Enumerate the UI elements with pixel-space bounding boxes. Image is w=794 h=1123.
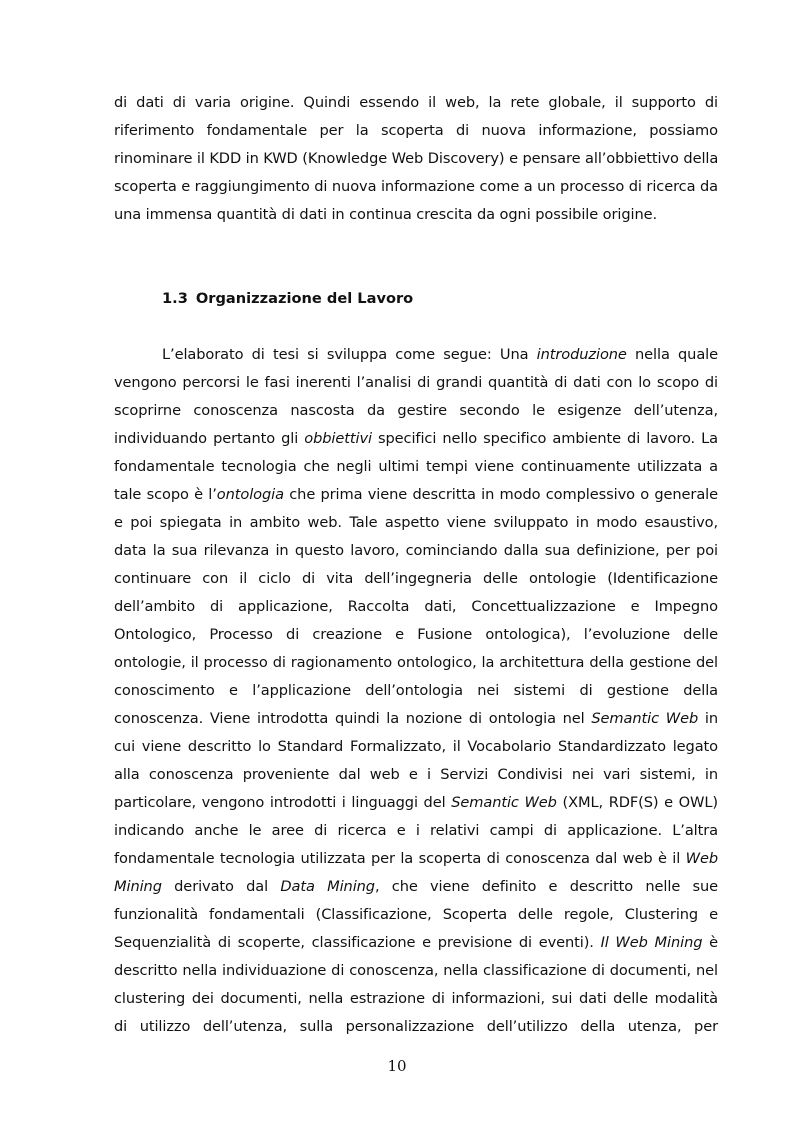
body-line-1: L’elaborato di tesi si sviluppa come segue: Una introduzione nella quale bbox=[162, 346, 718, 363]
intro-line-2: riferimento fondamentale per la scoperta di nuova informazione, possiamo bbox=[114, 122, 718, 139]
body-line-24: clustering dei documenti, nella estrazione di informazioni, sui dati delle modalità bbox=[114, 990, 718, 1007]
section-number: 1.3 bbox=[162, 290, 188, 307]
body-line-16: alla conoscenza proveniente dal web e i Servizi Condivisi nei vari sistemi, in bbox=[114, 766, 718, 783]
body-line-4: individuando pertanto gli obbiettivi specifici nello specifico ambiente di lavoro. La bbox=[114, 430, 719, 447]
body-line-17: particolare, vengono introdotti i linguaggi del Semantic Web (XML, RDF(S) e OWL) bbox=[114, 794, 719, 811]
body-line-7: e poi spiegata in ambito web. Tale aspetto viene sviluppato in modo esaustivo, bbox=[114, 514, 718, 531]
page-number: 10 bbox=[387, 1057, 407, 1075]
body-line-11: Ontologico, Processo di creazione e Fusione ontologica), l’evoluzione delle bbox=[114, 626, 718, 643]
body-line-10: dell’ambito di applicazione, Raccolta dati, Concettualizzazione e Impegno bbox=[114, 598, 718, 615]
body-line-21: funzionalità fondamentali (Classificazione, Scoperta delle regole, Clustering e bbox=[114, 906, 718, 923]
body-line-19: fondamentale tecnologia utilizzata per la scoperta di conoscenza dal web è il Web bbox=[114, 850, 718, 867]
body-line-9: continuare con il ciclo di vita dell’ingegneria delle ontologie (Identificazione bbox=[114, 570, 718, 587]
body-line-5: fondamentale tecnologia che negli ultimi tempi viene continuamente utilizzata a bbox=[114, 458, 718, 475]
body-line-20: Mining derivato dal Data Mining, che viene definito e descritto nelle sue bbox=[114, 878, 718, 895]
body-line-22: Sequenzialità di scoperte, classificazione e previsione di eventi). Il Web Mining è bbox=[114, 934, 718, 951]
body-line-2: vengono percorsi le fasi inerenti l’analisi di grandi quantità di dati con lo scopo di bbox=[114, 374, 718, 391]
body-line-3: scoprirne conoscenza nascosta da gestire secondo le esigenze dell’utenza, bbox=[114, 402, 718, 419]
body-line-23: descritto nella individuazione di conoscenza, nella classificazione di documenti, nel bbox=[114, 962, 718, 979]
intro-line-4: scoperta e raggiungimento di nuova informazione come a un processo di ricerca da bbox=[114, 178, 718, 195]
body-line-14: conoscenza. Viene introdotta quindi la nozione di ontologia nel Semantic Web in bbox=[114, 710, 718, 727]
intro-line-5: una immensa quantità di dati in continua crescita da ogni possibile origine. bbox=[114, 206, 658, 223]
intro-line-1: di dati di varia origine. Quindi essendo il web, la rete globale, il supporto di bbox=[114, 94, 718, 111]
section-heading bbox=[162, 289, 413, 309]
body-line-25: di utilizzo dell’utenza, sulla personalizzazione dell’utilizzo della utenza, per bbox=[114, 1018, 718, 1035]
body-line-15: cui viene descritto lo Standard Formalizzato, il Vocabolario Standardizzato legato bbox=[114, 738, 718, 755]
section-title: Organizzazione del Lavoro bbox=[195, 290, 414, 307]
intro-line-3: rinominare il KDD in KWD (Knowledge Web Discovery) e pensare all’obbiettivo della bbox=[114, 150, 719, 167]
body-line-13: conoscimento e l’applicazione dell’ontologia nei sistemi di gestione della bbox=[114, 682, 718, 699]
body-line-6: tale scopo è l’ontologia che prima viene descritta in modo complessivo o generale bbox=[114, 486, 718, 503]
body-line-12: ontologie, il processo di ragionamento ontologico, la architettura della gestione del bbox=[114, 654, 718, 671]
body-line-8: data la sua rilevanza in questo lavoro, cominciando dalla sua definizione, per poi bbox=[114, 542, 718, 559]
body-line-18: indicando anche le aree di ricerca e i relativi campi di applicazione. L’altra bbox=[114, 822, 718, 839]
